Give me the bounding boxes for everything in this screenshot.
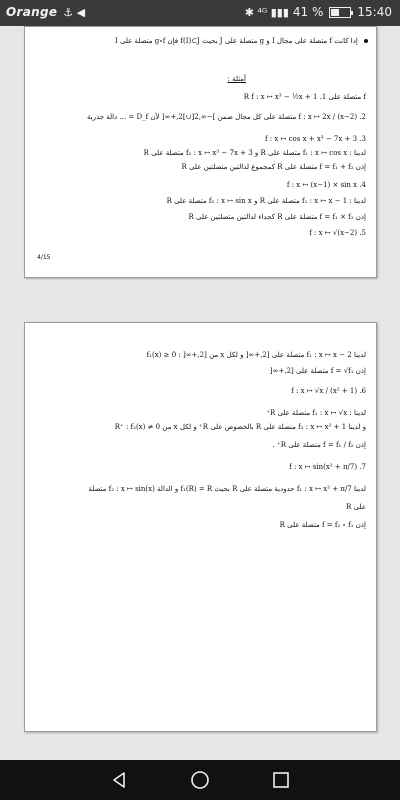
example-3: f : x ↦ cos x + x³ − 7x + 3 .3 (264, 135, 366, 143)
example-3-line-3: إذن f = f₁ + f₂ متصلة على R كمجموع لدالتين متصلتين على R (181, 163, 366, 171)
example-5: f : x ↦ √(x−2) .5 (309, 229, 366, 237)
notification-icons: ⚓ ◀ (63, 5, 86, 19)
example-7: f : x ↦ sin(x² + π/7) .7 (289, 463, 366, 471)
example-4-line-3: إذن f = f₁ × f₂ متصلة على R كجداء لدالتين متصلتين على R (188, 213, 366, 221)
example-1: f متصلة على R f : x ↦ x³ − ½x + 1 .1 (243, 93, 366, 101)
battery-icon (329, 7, 351, 18)
back-icon (110, 771, 128, 789)
clock: 15:40 (357, 5, 392, 19)
recents-button[interactable] (268, 768, 294, 792)
bullet-icon (364, 39, 368, 43)
signal-icons: ✱ ⁴ᴳ ▮▮▮ (244, 5, 289, 19)
example-2: 2. f : x ↦ 2x / (x−2) متصلة على كل مجال ضمن ]−∞,2[∪]2,+∞[ لأن D_f = ... دالة جذرية (86, 113, 366, 121)
document-page-2 (24, 322, 377, 732)
recents-icon (272, 771, 290, 789)
navigation-bar (0, 760, 400, 800)
page2-line-1: لدينا f₁ : x ↦ x − 2 متصلة على [2,+∞[ و لكل x من [2,+∞[ : f₁(x) ≥ 0 (146, 351, 366, 359)
status-bar (0, 0, 400, 26)
example-6: f : x ↦ √x / (x² + 1) .6 (291, 387, 366, 395)
example-4-line-2: لدينا : f₁ : x ↦ x − 1 متصلة على R و f₂ : x ↦ sin x متصلة على R (166, 197, 366, 205)
page2-line-3: لدينا : f₁ : x ↦ √x متصلة على R⁺ (266, 409, 366, 417)
carrier-label: Orange (6, 5, 58, 19)
page2-line-2: إذن f = √f₁ متصلة على [2,+∞[ (269, 367, 366, 375)
back-button[interactable] (106, 768, 132, 792)
example-3-line-2: لدينا : f₁ : x ↦ cos x متصلة على R و f₂ : x ↦ x³ − 7x + 3 متصلة على R (143, 149, 366, 157)
page2-line-8: إذن f = f₂ ∘ f₁ متصلة على R (279, 521, 366, 529)
page2-line-4: و لدينا f₂ : x ↦ x² + 1 متصلة على R بالخصوص على R⁺ و لكل x من R⁺ : f₂(x) ≠ 0 (114, 423, 366, 431)
page2-line-5: إذن f = f₁ / f₂ متصلة على R⁺ . (272, 441, 366, 449)
battery-percent: 41 % (292, 5, 324, 19)
document-page-1 (24, 26, 377, 278)
examples-heading: أمثلة : (227, 75, 246, 83)
home-button[interactable] (187, 768, 213, 792)
intro-theorem: إذا كانت f متصلة على مجال I و g متصلة على J بحيث f(I)⊂J فإن g∘f متصلة على I (33, 37, 368, 45)
home-icon (190, 770, 210, 790)
example-4: f : x ↦ (x−1) × sin x .4 (286, 181, 366, 189)
page-number: 4/15 (37, 254, 51, 261)
page2-line-7: على R (346, 503, 366, 511)
page2-line-6: لدينا f₁ : x ↦ x² + π/7 حدودية متصلة على R بحيث f₁(R) = R و الدالة f₂ : x ↦ sin(x) متصلة (88, 485, 366, 493)
